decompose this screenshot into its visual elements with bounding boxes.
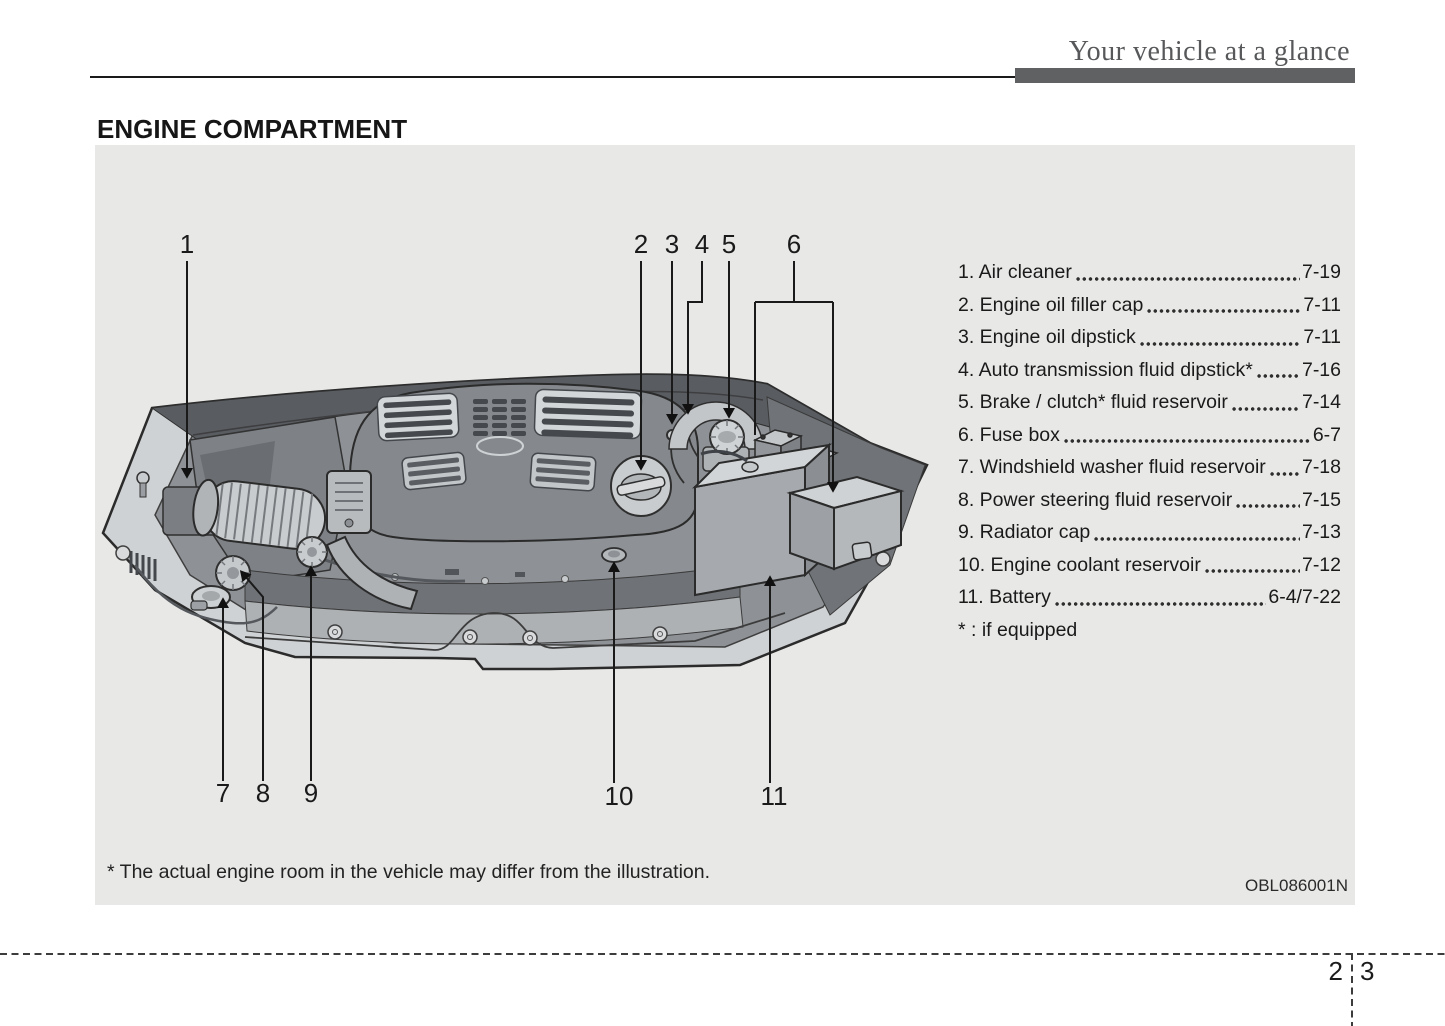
- callout-label-3: 3: [664, 229, 680, 259]
- callout-label-6: 6: [786, 229, 802, 259]
- legend-item-label: 6. Fuse box: [958, 423, 1060, 446]
- page-number-right: 3: [1360, 956, 1375, 986]
- legend-item-page: 7-11: [1303, 326, 1341, 348]
- legend-item: [958, 484, 1341, 517]
- footer-dashed-divider: [1351, 953, 1353, 1026]
- coolant-reservoir-neck: [602, 548, 626, 562]
- legend-item-label: 2. Engine oil filler cap: [958, 293, 1144, 316]
- figure-note: * The actual engine room in the vehicle may differ from the illustration.: [107, 861, 711, 883]
- legend-item-page: 7-16: [1301, 358, 1341, 381]
- callout-label-10: 10: [604, 781, 634, 811]
- callout-label-8: 8: [255, 778, 271, 808]
- figure-panel: [95, 145, 1355, 905]
- legend-item-page: 7-14: [1301, 391, 1341, 413]
- legend-item: [958, 354, 1341, 387]
- dot-leader: [1204, 569, 1300, 573]
- dot-leader: [1146, 309, 1301, 313]
- dot-leader: [1093, 537, 1300, 541]
- engine-oil-filler-cap: [611, 456, 671, 516]
- radiator-cap: [297, 537, 327, 567]
- page-header-title: Your vehicle at a glance: [1068, 36, 1350, 67]
- section-title: ENGINE COMPARTMENT: [97, 114, 408, 145]
- legend-item-label: 9. Radiator cap: [958, 521, 1091, 543]
- legend-item-label: 4. Auto transmission fluid dipstick*: [958, 358, 1253, 381]
- legend-item-page: 7-18: [1301, 456, 1341, 478]
- legend-item-label: 3. Engine oil dipstick: [958, 326, 1136, 348]
- legend-item-page: 6-4/7-22: [1268, 586, 1341, 608]
- engine-badge: [477, 437, 523, 455]
- legend-item-page: 7-19: [1301, 261, 1341, 283]
- legend-item-page: 6-7: [1312, 423, 1341, 446]
- legend-item-label: 10. Engine coolant reservoir: [958, 553, 1201, 576]
- legend-item: [958, 581, 1341, 614]
- legend-item: [958, 419, 1341, 452]
- dot-leader: [1054, 602, 1267, 606]
- callout-label-2: 2: [633, 229, 649, 259]
- legend-item-page: 7-13: [1301, 521, 1341, 543]
- page-number-left: 2: [1328, 956, 1343, 986]
- legend-item-label: 7. Windshield washer fluid reservoir: [958, 456, 1266, 478]
- legend-item-label: 1. Air cleaner: [958, 261, 1072, 283]
- footer-dashed-rule: [0, 953, 1445, 955]
- header-rule-bar: [1015, 68, 1355, 83]
- callout-label-1: 1: [179, 229, 195, 259]
- legend-item-label: 11. Battery: [958, 586, 1051, 608]
- figure-code: OBL086001N: [1244, 876, 1348, 895]
- dot-leader: [1063, 439, 1311, 443]
- vent-panel-right: [534, 389, 642, 439]
- engine-compartment-illustration: [95, 145, 955, 905]
- legend-item-page: 7-12: [1301, 553, 1341, 576]
- fender-stud: [137, 472, 149, 484]
- callout-label-4: 4: [694, 229, 710, 259]
- power-steering-cap: [216, 556, 250, 590]
- legend-item: [958, 386, 1341, 419]
- legend-item: [958, 321, 1341, 354]
- vent-panel-left: [377, 393, 459, 441]
- dot-leader: [1269, 472, 1300, 476]
- dot-leader: [1231, 407, 1300, 411]
- callout-label-9: 9: [303, 778, 319, 808]
- callout-label-7: 7: [215, 778, 231, 808]
- legend-item-label: 5. Brake / clutch* fluid reservoir: [958, 391, 1228, 413]
- legend-item-page: 7-11: [1303, 293, 1341, 316]
- legend-item-label: 8. Power steering fluid reservoir: [958, 488, 1233, 511]
- dot-leader: [1075, 277, 1300, 281]
- legend-item: [958, 516, 1341, 549]
- callout-label-11: 11: [760, 781, 788, 811]
- header-rule-thin: [90, 76, 1015, 78]
- throttle-body: [327, 471, 371, 533]
- legend-item-page: 7-15: [1301, 488, 1341, 511]
- callout-label-5: 5: [721, 229, 737, 259]
- vent-panel-lower-right: [530, 453, 596, 491]
- legend-list: [958, 256, 1341, 646]
- legend-item: [958, 549, 1341, 582]
- legend-item: [958, 451, 1341, 484]
- dot-leader: [1256, 374, 1300, 378]
- vent-panel-lower-left: [401, 452, 466, 490]
- legend-item: [958, 256, 1341, 289]
- dot-leader: [1139, 342, 1302, 346]
- legend-item: [958, 289, 1341, 322]
- dot-leader: [1235, 504, 1300, 508]
- legend-footnote: * : if equipped: [958, 618, 1078, 641]
